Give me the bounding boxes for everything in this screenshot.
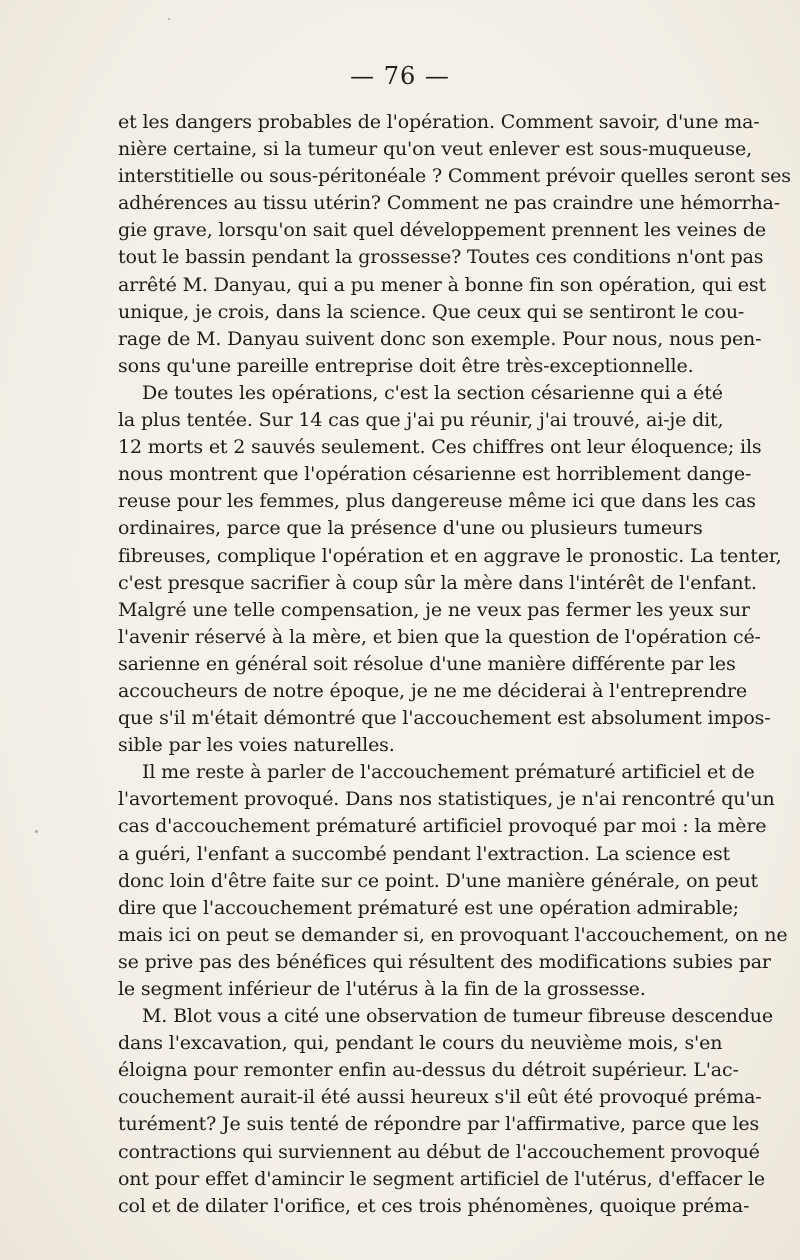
page-number: — 76 —: [350, 62, 450, 90]
text-line: 12 morts et 2 sauvés seulement. Ces chiffres ont leur éloquence; ils: [118, 436, 762, 459]
text-line: mais ici on peut se demander si, en provoquant l'accouchement, on ne: [118, 923, 788, 946]
text-line: dire que l'accouchement prématuré est une opération admirable;: [118, 896, 739, 919]
text-line: reuse pour les femmes, plus dangereuse même ici que dans les cas: [118, 490, 756, 513]
text-line: fibreuses, complique l'opération et en aggrave le pronostic. La tenter,: [118, 544, 782, 567]
text-line: cas d'accouchement prématuré artificiel provoqué par moi : la mère: [118, 815, 767, 838]
text-line: c'est presque sacrifier à coup sûr la mère dans l'intérêt de l'enfant.: [118, 571, 757, 594]
text-line: tout le bassin pendant la grossesse? Toutes ces conditions n'ont pas: [118, 246, 764, 269]
text-line: se prive pas des bénéfices qui résultent des modifications subies par: [118, 950, 771, 973]
paper-speck: [168, 18, 170, 20]
text-line: et les dangers probables de l'opération. Comment savoir, d'une ma-: [118, 111, 760, 133]
text-line: De toutes les opérations, c'est la section césarienne qui a été: [142, 381, 723, 404]
text-line: l'avenir réservé à la mère, et bien que la question de l'opération cé-: [118, 625, 761, 648]
text-line: rage de M. Danyau suivent donc son exemple. Pour nous, nous pen-: [118, 327, 762, 350]
text-line: gie grave, lorsqu'on sait quel développement prennent les veines de: [118, 219, 766, 242]
text-line: sible par les voies naturelles.: [118, 734, 395, 757]
text-line: Malgré une telle compensation, je ne veux pas fermer les yeux sur: [118, 598, 750, 621]
text-line: interstitielle ou sous-péritonéale ? Comment prévoir quelles seront ses: [118, 165, 791, 188]
text-line: ordinaires, parce que la présence d'une ou plusieurs tumeurs: [118, 517, 703, 540]
text-line: arrêté M. Danyau, qui a pu mener à bonne fin son opération, qui est: [118, 273, 766, 296]
text-line: turément? Je suis tenté de répondre par l'affirmative, parce que les: [118, 1113, 760, 1136]
text-line: Il me reste à parler de l'accouchement prématuré artificiel et de: [142, 761, 755, 784]
text-line: le segment inférieur de l'utérus à la fin de la grossesse.: [118, 978, 646, 1000]
text-line: accoucheurs de notre époque, je ne me déciderai à l'entreprendre: [118, 679, 747, 702]
body-text: [118, 109, 791, 1220]
text-line: ont pour effet d'amincir le segment artificiel de l'utérus, d'effacer le: [118, 1167, 765, 1190]
text-line: sons qu'une pareille entreprise doit être très-exceptionnelle.: [118, 354, 694, 377]
text-line: sarienne en général soit résolue d'une manière différente par les: [118, 652, 736, 675]
text-line: l'avortement provoqué. Dans nos statistiques, je n'ai rencontré qu'un: [118, 788, 775, 811]
text-line: col et de dilater l'orifice, et ces trois phénomènes, quoique préma-: [118, 1194, 750, 1217]
text-line: couchement aurait-il été aussi heureux s'il eût été provoqué préma-: [118, 1086, 762, 1109]
text-line: nière certaine, si la tumeur qu'on veut enlever est sous-muqueuse,: [118, 138, 752, 161]
text-line: dans l'excavation, qui, pendant le cours du neuvième mois, s'en: [118, 1032, 723, 1055]
text-line: nous montrent que l'opération césarienne est horriblement dange-: [118, 463, 752, 486]
text-line: éloigna pour remonter enfin au-dessus du détroit supérieur. L'ac-: [118, 1059, 739, 1082]
text-line: a guéri, l'enfant a succombé pendant l'extraction. La science est: [118, 842, 731, 865]
text-line: contractions qui surviennent au début de l'accouchement provoqué: [118, 1140, 760, 1163]
text-line: la plus tentée. Sur 14 cas que j'ai pu réunir, j'ai trouvé, ai-je dit,: [118, 409, 724, 432]
text-line: M. Blot vous a cité une observation de tumeur fibreuse descendue: [142, 1005, 773, 1028]
paper-speck: [35, 830, 38, 833]
text-line: unique, je crois, dans la science. Que ceux qui se sentiront le cou-: [118, 300, 745, 323]
text-line: donc loin d'être faite sur ce point. D'une manière générale, on peut: [118, 869, 759, 892]
text-line: que s'il m'était démontré que l'accouchement est absolument impos-: [118, 707, 771, 730]
text-line: adhérences au tissu utérin? Comment ne pas craindre une hémorrha-: [118, 192, 780, 215]
